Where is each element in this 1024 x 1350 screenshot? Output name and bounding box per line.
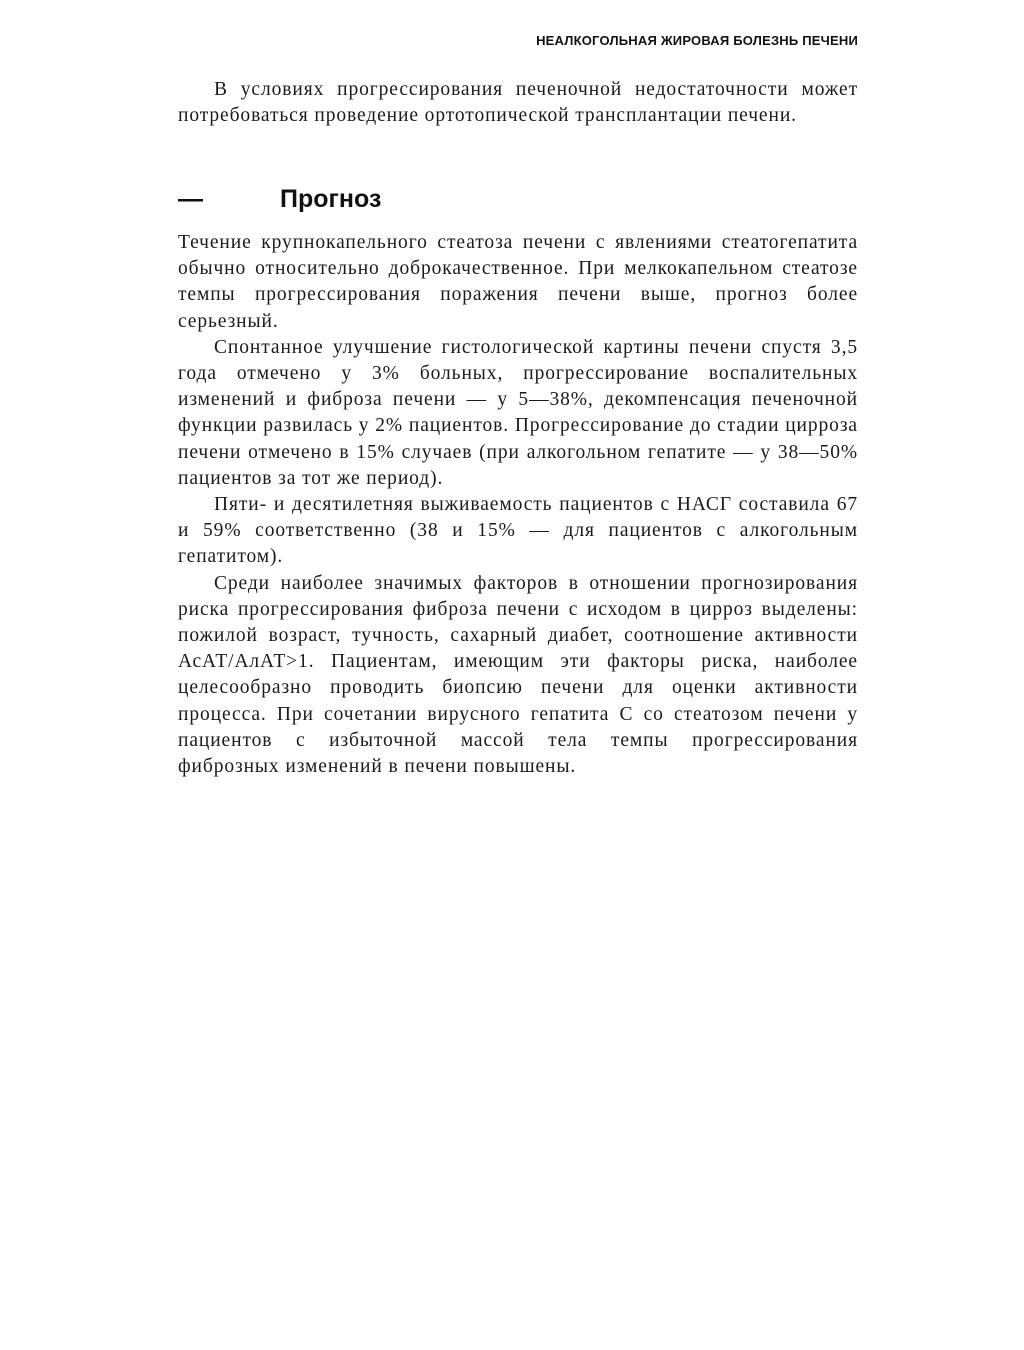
running-header: НЕАЛКОГОЛЬНАЯ ЖИРОВАЯ БОЛЕЗНЬ ПЕЧЕНИ — [536, 33, 858, 48]
intro-paragraph: В условиях прогрессирования печеночной недостаточности может потребоваться проведение ортотопической трансплантации печени. — [178, 79, 858, 127]
section-heading-dash: — — [178, 185, 203, 213]
paragraph-course: Течение крупнокапельного стеатоза печени с явлениями стеатогепатита обычно относительно доброкачественное. При мелкокапельном стеатозе темпы прогрессирования поражения печени выше, прогноз более серьезный. — [178, 232, 858, 332]
paragraph-statistics: Спонтанное улучшение гистологической картины печени спустя 3,5 года отмечено у 3% больных, прогрессирование воспалительных изменений и фиброза печени — у 5—38%, декомпенсация печеночной функции развилась у 2% пациентов. Прогрессирование до стадии цирроза печени отмечено в 15% случаев (при алкогольном гепатите — у 38—50% пациентов за тот же период). — [178, 336, 858, 489]
paragraph-risk-factors: Среди наиболее значимых факторов в отношении прогнозирования риска прогрессирования фиброза печени с исходом в цирроз выделены: пожилой возраст, тучность, сахарный диабет, соотношение активности АсАТ/АлАТ>1. Пациентам, имеющим эти факторы риска, наиболее целесообразно проводить биопсию печени для оценки активности процесса. При сочетании вирусного гепатита С со стеатозом печени у пациентов с избыточной массой тела темпы прогрессирования фиброзных изменений в печени повышены. — [178, 572, 858, 778]
intro-block — [178, 77, 858, 129]
paragraph-survival: Пяти- и десятилетняя выживаемость пациентов с НАСГ составила 67 и 59% соответственно (38 и 15% — для пациентов с алкогольным гепатитом). — [178, 494, 858, 568]
section-title: Прогноз — [280, 185, 382, 213]
section-body — [178, 230, 858, 780]
section-heading — [178, 185, 858, 221]
